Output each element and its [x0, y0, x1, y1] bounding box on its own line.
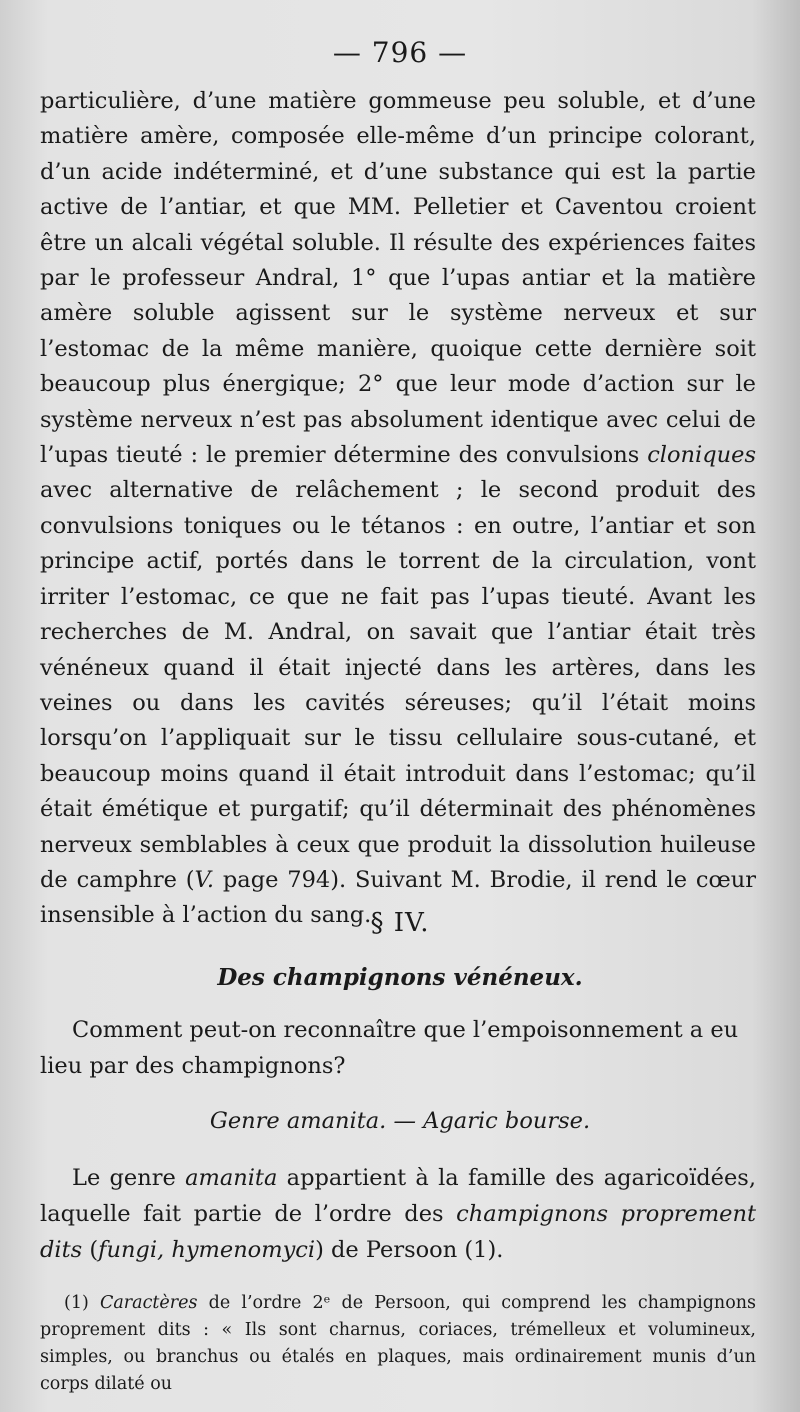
- genus-part-2: appartient à la famille des agaricoïdées, laquelle fait partie de l’ordre des: [40, 1165, 757, 1227]
- section-number: § IV.: [370, 908, 430, 938]
- italic-amanita: amanita: [185, 1165, 278, 1191]
- paragraph-part-2: avec alternative de relâchement ; le second produit des convulsions toniques ou le tétanos : en outre, l’antiar et son principe actif, portés dans le torrent de la circulation, vont irriter l’estomac, ce que ne fait pas l’upas tieuté. Avant les recherches de M. Andral, on savait que l’antiar était très vénéneux quand il était injecté dans les artères, dans les veines ou dans les cavités séreuses; qu’il l’était moins lorsqu’on l’appliquait sur le tissu cellulaire sous-cutané, et beaucoup moins quand il était introduit dans l’estomac; qu’il était émétique et purgatif; qu’il déterminait des phénomènes nerveux semblables à ceux que produit la dissolution huileuse de camphre (: [40, 477, 756, 893]
- section-title: Des champignons vénéneux.: [217, 964, 583, 991]
- page-number: — 796 —: [332, 36, 468, 69]
- paragraph-part-1: particulière, d’une matière gommeuse peu soluble, et d’une matière amère, composée elle-même d’un principe colorant, d’un acide indéterminé, et d’une substance qui est la partie active de l’antiar, et que MM. Pelletier et Caventou croient être un alcali végétal soluble. Il résulte des expériences faites par le professeur Andral, 1° que l’upas antiar et la matière amère soluble agissent sur le système nerveux et sur l’estomac de la même manière, quoique cette dernière soit beaucoup plus énergique; 2° que leur mode d’action sur le système nerveux n’est pas absolument identique avec celui de l’upas tieuté : le premier détermine des convulsions: [40, 88, 756, 469]
- genus-heading: Genre amanita. — Agaric bourse.: [209, 1108, 591, 1134]
- footnote: [40, 1290, 756, 1398]
- genus-part-3: (: [82, 1237, 99, 1263]
- genus-part-1: Le genre: [72, 1165, 186, 1191]
- italic-cloniques: cloniques: [647, 442, 756, 469]
- italic-reference: V.: [194, 866, 215, 893]
- italic-fungi: fungi, hymenomyci: [98, 1237, 316, 1263]
- paragraph-text: [40, 84, 756, 934]
- question-paragraph: Comment peut-on reconnaître que l’empoisonnement a eu lieu par des champignons?: [40, 1017, 739, 1079]
- main-paragraph: [40, 84, 756, 934]
- footnote-part-2: de l’ordre 2ᵉ de Persoon, qui comprend les champignons proprement dits : « Ils sont charnus, coriaces, trémelleux et volumineux, simples, ou branchus ou étalés en plaques, mais ordinairement munis d’un corps dilaté ou: [40, 1293, 756, 1394]
- italic-caracteres: Caractères: [99, 1293, 198, 1313]
- genus-paragraph: [40, 1160, 756, 1268]
- paragraph-part-3: page 794). Suivant M. Brodie, il rend le cœur insensible à l’action du sang.: [40, 866, 756, 929]
- italic-champignons: champignons proprement dits: [40, 1201, 757, 1263]
- footnote-part-1: (1): [64, 1293, 100, 1313]
- genus-part-4: ) de Persoon (1).: [315, 1237, 504, 1263]
